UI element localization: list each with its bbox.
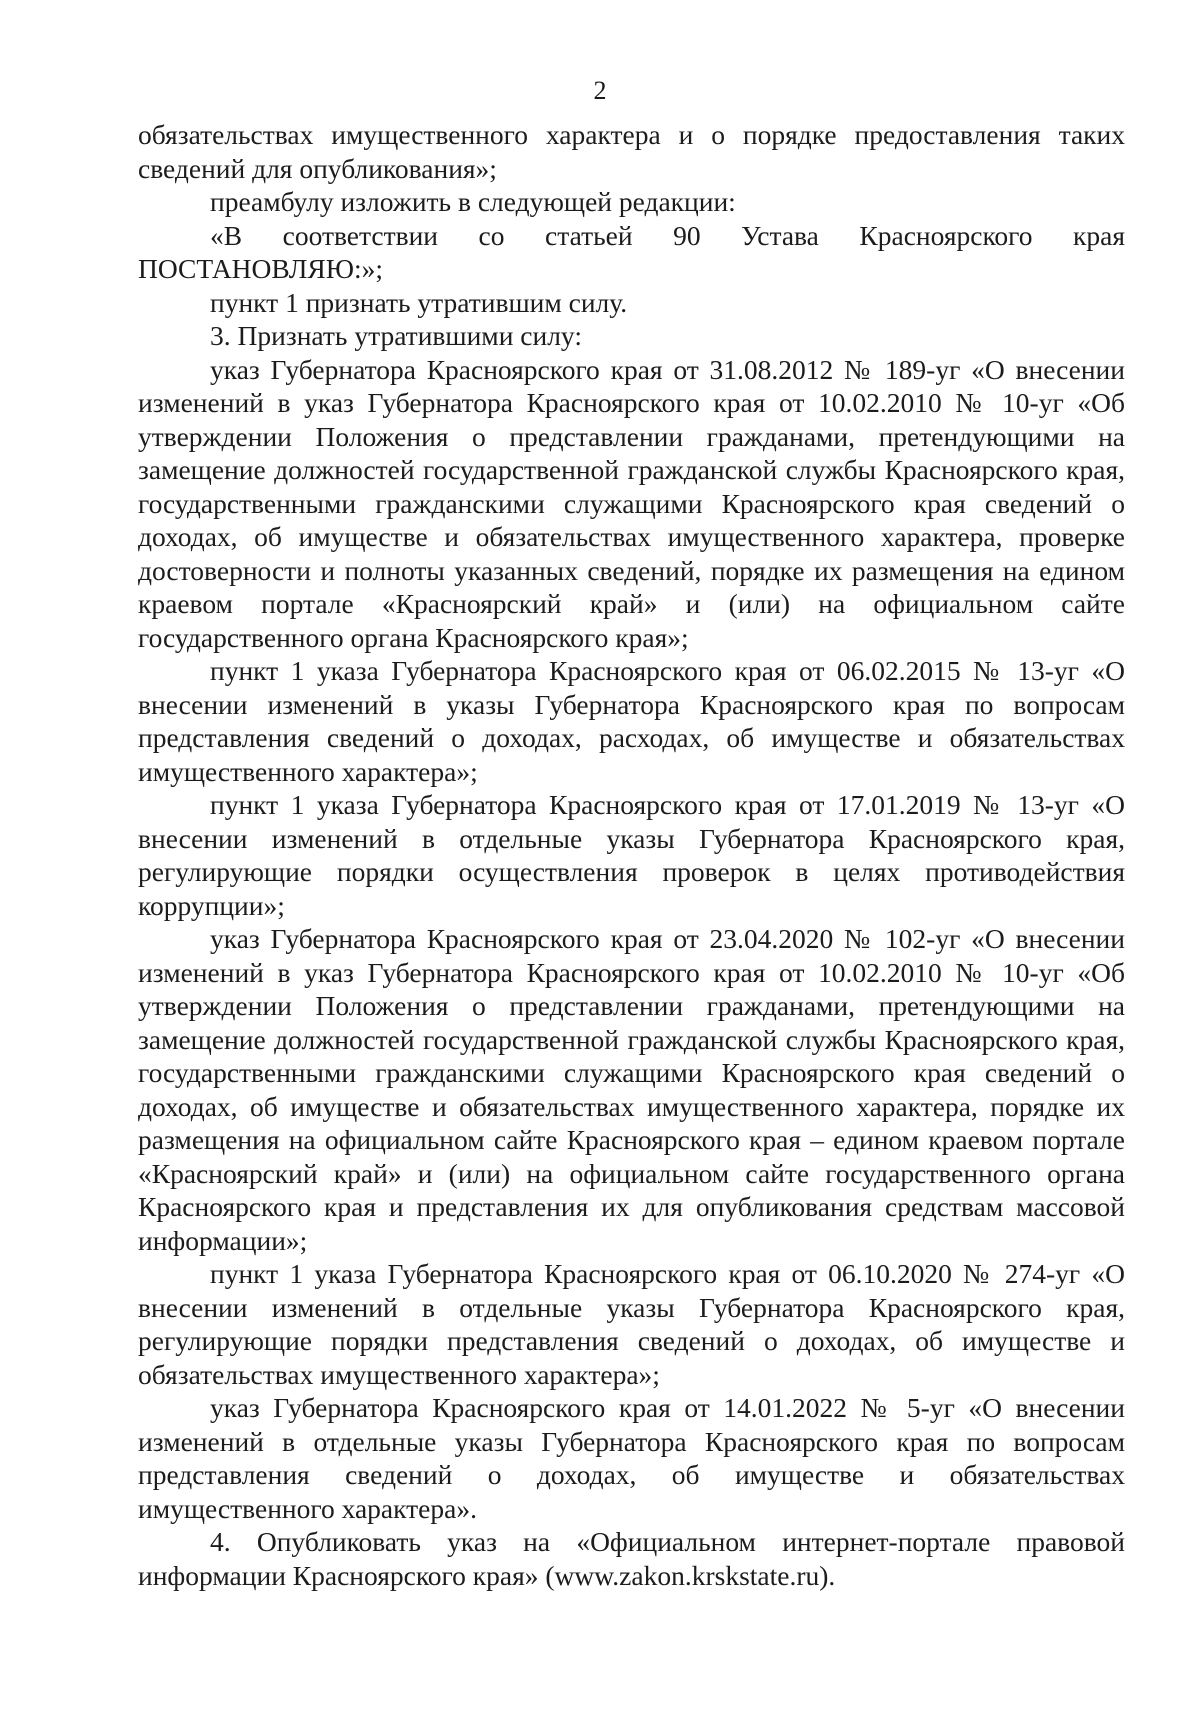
paragraph-decree-189: указ Губернатора Красноярского края от 31.08.2012 № 189-уг «О внесении изменений в указ Губернатора Красноярского края от 10.02.2010 № 10-уг «Об утверждении Положения о представлении гражданами, претендующими на замещение должностей государственной гражданской службы Красноярского края, государственными гражданскими служащими Красноярского края сведений о доходах, об имуществе и обязательствах имущественного характера, проверке достоверности и полноты указанных сведений, порядке их размещения на едином краевом портале «Красноярский край» и (или) на официальном сайте государственного органа Красноярского края»;	[138, 353, 1125, 653]
paragraph-decree-274: пункт 1 указа Губернатора Красноярского края от 06.10.2020 № 274-уг «О внесении изменений в отдельные указы Губернатора Красноярского края, регулирующие порядки представления сведений о доходах, об имуществе и обязательствах имущественного характера»;	[138, 1258, 1125, 1390]
paragraph-continuation: обязательствах имущественного характера и о порядке предоставления таких сведений для опубликования»;	[138, 119, 1125, 184]
paragraph-preamble-text: «В соответствии со статьей 90 Устава Красноярского края ПОСТАНОВЛЯЮ:»;	[138, 219, 1125, 284]
paragraph-decree-13-2019: пункт 1 указа Губернатора Красноярского края от 17.01.2019 № 13-уг «О внесении изменений в отдельные указы Губернатора Красноярского края, регулирующие порядки осуществления проверок в целях противодействия коррупции»;	[138, 789, 1125, 921]
paragraph-decree-13-2015: пункт 1 указа Губернатора Красноярского края от 06.02.2015 № 13-уг «О внесении изменений в указы Губернатора Красноярского края по вопросам представления сведений о доходах, расходах, об имуществе и обязательствах имущественного характера»;	[138, 655, 1125, 787]
paragraph-section-4-publish: 4. Опубликовать указ на «Официальном интернет-портале правовой информации Красноярского края» (www.zakon.krskstate.ru).	[138, 1526, 1125, 1591]
paragraph-point-1-repeal: пункт 1 признать утратившим силу.	[210, 286, 628, 318]
paragraph-preamble-instruction: преамбулу изложить в следующей редакции:	[210, 186, 736, 217]
paragraph-decree-102: указ Губернатора Красноярского края от 23.04.2020 № 102-уг «О внесении изменений в указ Губернатора Красноярского края от 10.02.2010 № 10-уг «Об утверждении Положения о представлении гражданами, претендующими на замещение должностей государственной гражданской службы Красноярского края, государственными гражданскими служащими Красноярского края сведений о доходах, об имуществе и обязательствах имущественного характера, порядке их размещения на официальном сайте Красноярского края – едином краевом портале «Красноярский край» и (или) на официальном сайте государственного органа Красноярского края и представления их для опубликования средствам массовой информации»;	[138, 923, 1125, 1256]
page-number: 2	[593, 76, 607, 105]
paragraph-decree-5: указ Губернатора Красноярского края от 14.01.2022 № 5-уг «О внесении изменений в отдельные указы Губернатора Красноярского края по вопросам представления сведений о доходах, об имуществе и обязательствах имущественного характера».	[138, 1392, 1125, 1524]
document-body	[138, 118, 1125, 1592]
paragraph-section-3-heading: 3. Признать утратившими силу:	[210, 320, 582, 351]
